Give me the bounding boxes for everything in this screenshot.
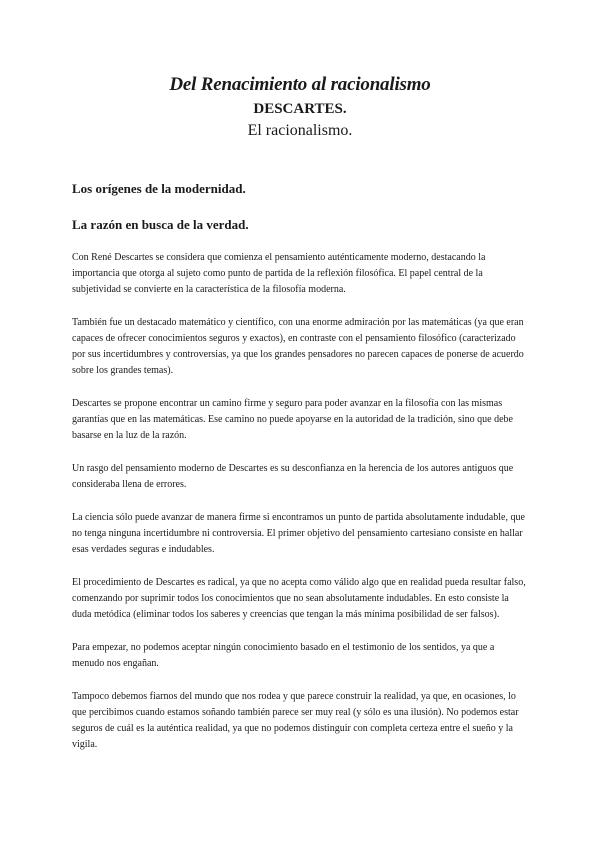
paragraph: El procedimiento de Descartes es radical, ya que no acepta como válido algo que en realidad pueda resultar falso, comenzando por suprimir todos los conocimientos que no sean absolutamente indudables. En esto consiste la duda metódica (eliminar todos los saberes y creencias que tengan la más mínima posibilidad de ser falsos).	[72, 577, 526, 620]
paragraph: Descartes se propone encontrar un camino firme y seguro para poder avanzar en la filosofía con las mismas garantías que en las matemáticas. Ese camino no puede apoyarse en la autoridad de la tradición, sino que debe basarse en la luz de la razón.	[72, 398, 513, 441]
document-title: Del Renacimiento al racionalismo	[169, 74, 431, 95]
body-text	[72, 250, 528, 770]
document-subtitle: DESCARTES.	[253, 101, 347, 117]
paragraph: Para empezar, no podemos aceptar ningún conocimiento basado en el testimonio de los sentidos, ya que a menudo nos engañan.	[72, 642, 495, 669]
paragraph: Con René Descartes se considera que comienza el pensamiento auténticamente moderno, destacando la importancia que otorga al sujeto como punto de partida de la reflexión filosófica. El papel central de la subjetividad se convierte en la característica de la filosofía moderna.	[72, 252, 486, 295]
section-heading: Los orígenes de la modernidad.	[72, 181, 246, 196]
document-subtitle-secondary: El racionalismo.	[247, 122, 353, 139]
paragraph: La ciencia sólo puede avanzar de manera firme si encontramos un punto de partida absolutamente indudable, que no tenga ninguna incertidumbre ni controversia. El primer objetivo del pensamiento cartesiano consiste en hallar esas verdades seguras e indudables.	[72, 512, 525, 555]
title-block	[0, 72, 600, 142]
paragraph: También fue un destacado matemático y científico, con una enorme admiración por las matemáticas (ya que eran capaces de ofrecer conocimientos seguros y exactos), en contraste con el pensamiento filosófico (caracterizado por sus incertidumbres y controversias, ya que los grandes pensadores no parecen capaces de ponerse de acuerdo sobre los grandes temas).	[72, 317, 524, 376]
paragraph: Un rasgo del pensamiento moderno de Descartes es su desconfianza en la herencia de los autores antiguos que consideraba llena de errores.	[72, 463, 514, 490]
paragraph: Tampoco debemos fiarnos del mundo que nos rodea y que parece construir la realidad, ya que, en ocasiones, lo que percibimos cuando estamos soñando también parece ser muy real (y sólo es una ilusión). No podemos estar seguros de cuál es la auténtica realidad, ya que no podemos distinguir con completa certeza entre el sueño y la vigila.	[72, 691, 519, 750]
section-heading: La razón en busca de la verdad.	[72, 217, 249, 232]
